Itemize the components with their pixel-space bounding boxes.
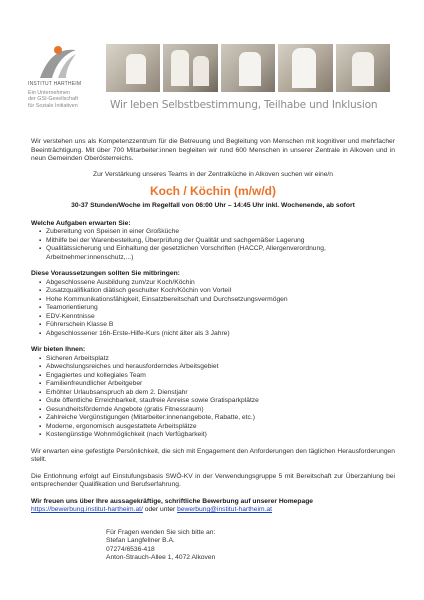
- apply-text: Wir freuen uns über Ihre aussagekräftige, schriftliche Bewerbung auf unserer Homepage: [31, 497, 314, 505]
- working-hours: 30-37 Stunden/Woche im Regelfall von 06:00 Uhr – 14:45 Uhr inkl. Wochenende, ab sofort: [71, 202, 355, 209]
- list-item: ▪ Gesundheitsfördernde Angebote (gratis Fitnessraum): [39, 406, 395, 415]
- slogan: Wir leben Selbstbestimmung, Teilhabe und Inklusion: [110, 99, 378, 111]
- contact-block: [106, 529, 395, 563]
- intro-text: Wir verstehen uns als Kompetenzzentrum für die Betreuung und Begleitung von Menschen mit kognitiver und mehrfacher Beeinträchtigung. Mit über 700 Mitarbeiter:innen begleiten wir rund 600 Menschen in unserer Zentrale in Alkoven und in neun Gemeinden Oberösterreichs.: [31, 138, 395, 162]
- list-item: ▪ EDV-Kenntnisse: [39, 313, 395, 322]
- contact-phone: 07274/6536-418: [106, 545, 155, 553]
- list-item: ▪ Abgeschlossener 16h-Erste-Hilfe-Kurs (nicht älter als 3 Jahre): [39, 330, 395, 339]
- list-item: ▪ Mithilfe bei der Warenbestellung, Überprüfung der Qualität und sachgemäßer Lagerung: [39, 237, 395, 246]
- list-item: ▪ Hohe Kommunikationsfähigkeit, Einsatzbereitschaft und Durchsetzungsvermögen: [39, 296, 395, 305]
- header: [0, 0, 424, 125]
- offer-title: Wir bieten Ihnen:: [31, 346, 86, 353]
- apply-links: [31, 506, 395, 515]
- list-item: ▪ Gute öffentliche Erreichbarkeit, staufreie Anreise sowie Gratisparkplätze: [39, 397, 395, 406]
- list-item: ▪ Moderne, ergonomisch ausgestattete Arbeitsplätze: [39, 423, 395, 432]
- requirements-title: Diese Voraussetzungen sollten Sie mitbringen:: [31, 270, 180, 277]
- list-item: ▪ Erhöhter Urlaubsanspruch ab dem 2. Dienstjahr: [39, 389, 395, 398]
- kitchen-photo-5: [336, 44, 390, 92]
- logo-name: INSTITUT HARTHEIM: [28, 81, 82, 87]
- kitchen-photo-4: [278, 44, 332, 92]
- contact-name: Stefan Langfellner B.A.: [106, 537, 175, 544]
- lead-text: Zur Verstärkung unseres Teams in der Zentralküche in Alkoven suchen wir eine/n: [92, 170, 333, 178]
- tasks-list: [31, 228, 395, 262]
- list-item: ▪ Abgeschlossene Ausbildung zum/zur Koch/Köchin: [39, 279, 395, 288]
- contact-lead: Für Fragen wenden Sie sich bitte an:: [106, 528, 216, 536]
- job-posting: [31, 138, 395, 563]
- list-item: ▪ Führerschein Klasse B: [39, 321, 395, 330]
- logo-subtitle: Ein Unternehmen der GSI-Gesellschaft für Soziale Initiativen: [28, 90, 79, 109]
- application-link[interactable]: https://bewerbung.institut-hartheim.at/: [31, 506, 143, 513]
- list-item: ▪ Kostengünstige Wohnmöglichkeit (nach Verfügbarkeit): [39, 431, 395, 440]
- logo: [28, 44, 88, 109]
- contact-address: Anton-Strauch-Allee 1, 4072 Alkoven: [106, 554, 216, 561]
- offer-list: [31, 355, 395, 440]
- kitchen-photo-1: [106, 44, 160, 92]
- list-item: ▪ Zubereitung von Speisen in einer Großküche: [39, 228, 395, 237]
- kitchen-photo-2: [163, 44, 217, 92]
- list-item: ▪ Sicheren Arbeitsplatz: [39, 355, 395, 364]
- kitchen-photo-3: [221, 44, 275, 92]
- logo-mark: [36, 44, 80, 80]
- email-link[interactable]: bewerbung@institut-hartheim.at: [177, 506, 272, 513]
- or-text: oder unter: [142, 506, 178, 513]
- list-item: ▪ Zusatzqualifikation diätisch geschulter Koch/Köchin von Vorteil: [39, 287, 395, 296]
- list-item: ▪ Zahlreiche Vergünstigungen (Mitarbeiter:innenangebote, Rabatte, etc.): [39, 414, 395, 423]
- list-item: ▪ Familienfreundlicher Arbeitgeber: [39, 380, 395, 389]
- list-item: ▪ Engagiertes und kollegiales Team: [39, 372, 395, 381]
- tasks-title: Welche Aufgaben erwarten Sie:: [31, 219, 131, 227]
- list-item: ▪ Qualitätssicherung und Einhaltung der gesetzlichen Vorschriften (HACCP, Allergenverordnung, Arbeitnehmer:innenschutz,...): [39, 245, 395, 262]
- photo-strip: [106, 44, 390, 92]
- list-item: ▪ Abwechslungsreiches und herausforderndes Arbeitsgebiet: [39, 363, 395, 372]
- salary-text: Die Entlohnung erfolgt auf Einstufungsbasis SWÖ-KV in der Verwendungsgruppe 5 mit Bereitschaft zur Überzahlung bei entsprechender Qualifikation und Berufserfahrung.: [31, 472, 395, 488]
- list-item: ▪ Teamorientierung: [39, 304, 395, 313]
- job-title: Koch / Köchin (m/w/d): [150, 184, 276, 198]
- personality-text: Wir erwarten eine gefestigte Persönlichkeit, die sich mit Engagement den Anforderungen den täglichen Herausforderungen stellt.: [31, 447, 395, 463]
- requirements-list: [31, 279, 395, 339]
